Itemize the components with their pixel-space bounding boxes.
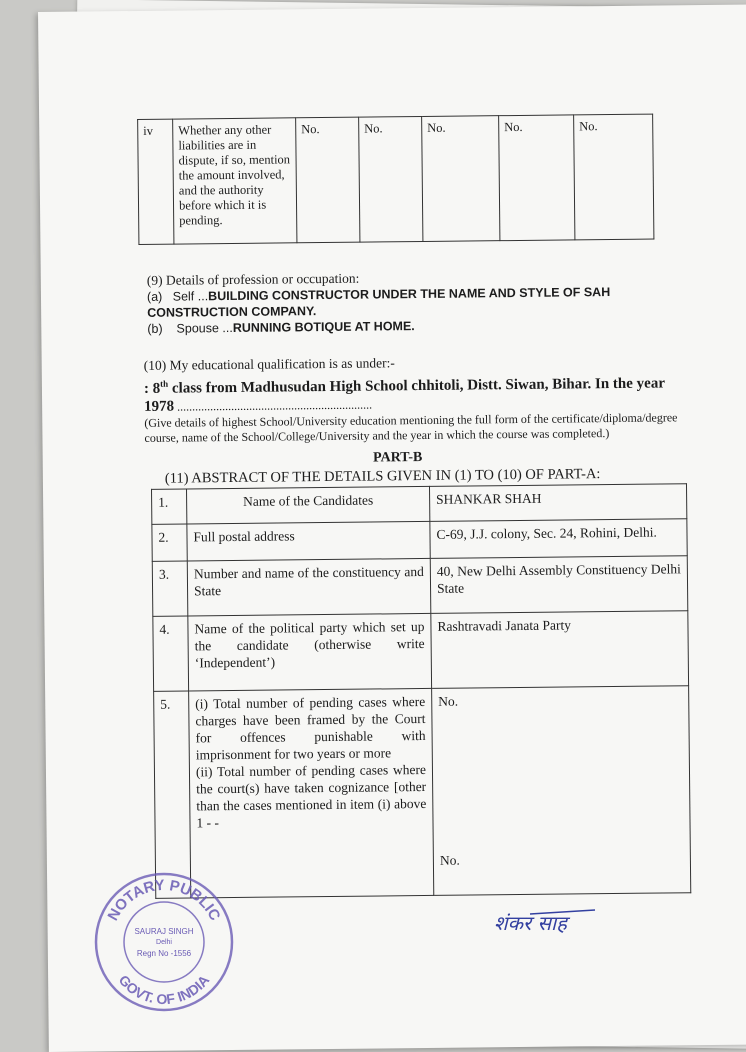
abstract-table bbox=[151, 483, 691, 899]
table-row: 5. (i) Total number of pending cases where charges have been framed by the Court for offences punishable with imprisonment for two years or more (ii) Total number of pending cases where the court(s) have taken cognizance [other than the cases mentioned in item (i) above 1 - - No. No. bbox=[154, 686, 691, 899]
stamp-name: SAURAJ SINGH bbox=[134, 927, 194, 936]
table-row: 2. Full postal address C-69, J.J. colony, Sec. 24, Rohini, Delhi. bbox=[152, 519, 687, 562]
stamp-lower-text: GOVT. OF INDIA bbox=[115, 971, 213, 1008]
education-section bbox=[144, 351, 685, 446]
abstract-title: (11) ABSTRACT OF THE DETAILS GIVEN IN (1) TO (10) OF PART-A: bbox=[164, 466, 601, 487]
part-heading: PART-B bbox=[372, 450, 423, 466]
row-number: iv bbox=[138, 119, 174, 244]
liability-question: Whether any other liabilities are in dispute, if so, mention the amount involved, and the authority before which it is pending. bbox=[173, 118, 297, 244]
pending-cases-label: (i) Total number of pending cases where charges have been framed by the Court for offences punishable with imprisonment for two years or more (ii) Total number of pending cases where the court(s) have taken cognizance [other than the cases mentioned in item (i) above 1 - - bbox=[189, 688, 434, 898]
table-row bbox=[138, 114, 654, 244]
answer-cell: No. bbox=[574, 114, 654, 240]
liabilities-table bbox=[137, 114, 654, 245]
spouse-occupation: (b) Spouse ...RUNNING BOTIQUE AT HOME. bbox=[147, 319, 415, 336]
answer-cell: No. bbox=[296, 117, 360, 243]
stamp-place: Delhi bbox=[156, 939, 172, 946]
self-occupation: (a) Self ...BUILDING CONSTRUCTOR UNDER THE NAME AND STYLE OF SAH CONSTRUCTION COMPANY. bbox=[146, 285, 611, 320]
stamp-reg: Regn No -1556 bbox=[136, 949, 192, 958]
education-value: : 8th class from Madhusudan High School chhitoli, Distt. Siwan, Bihar. In the year 1978 ................................................................. bbox=[143, 375, 665, 415]
education-note: (Give details of highest School/University education mentioning the full form of the certificate/diploma/degree course, name of the School/College/University and the year in which the course was completed.) bbox=[144, 410, 678, 445]
pending-cases-value: No. No. bbox=[432, 686, 691, 896]
answer-cell: No. bbox=[422, 116, 500, 242]
profession-section bbox=[147, 267, 668, 336]
section-title: (10) My educational qualification is as under:- bbox=[143, 355, 395, 373]
answer-cell: No. bbox=[499, 115, 575, 241]
table-row: 4. Name of the political party which set up the candidate (otherwise write ‘Independent’) Rashtravadi Janata Party bbox=[153, 611, 689, 692]
table-row: 1. Name of the Candidates SHANKAR SHAH bbox=[152, 484, 687, 525]
signature bbox=[490, 904, 600, 944]
svg-text:शंकर साह: शंकर साह bbox=[494, 911, 567, 935]
answer-cell: No. bbox=[359, 116, 423, 242]
stamp-outer-text: NOTARY PUBLIC bbox=[104, 876, 224, 924]
section-title: (9) Details of profession or occupation: bbox=[146, 270, 360, 288]
table-row: 3. Number and name of the constituency and State 40, New Delhi Assembly Constituency Delhi State bbox=[152, 556, 688, 617]
notary-stamp bbox=[92, 870, 236, 1014]
